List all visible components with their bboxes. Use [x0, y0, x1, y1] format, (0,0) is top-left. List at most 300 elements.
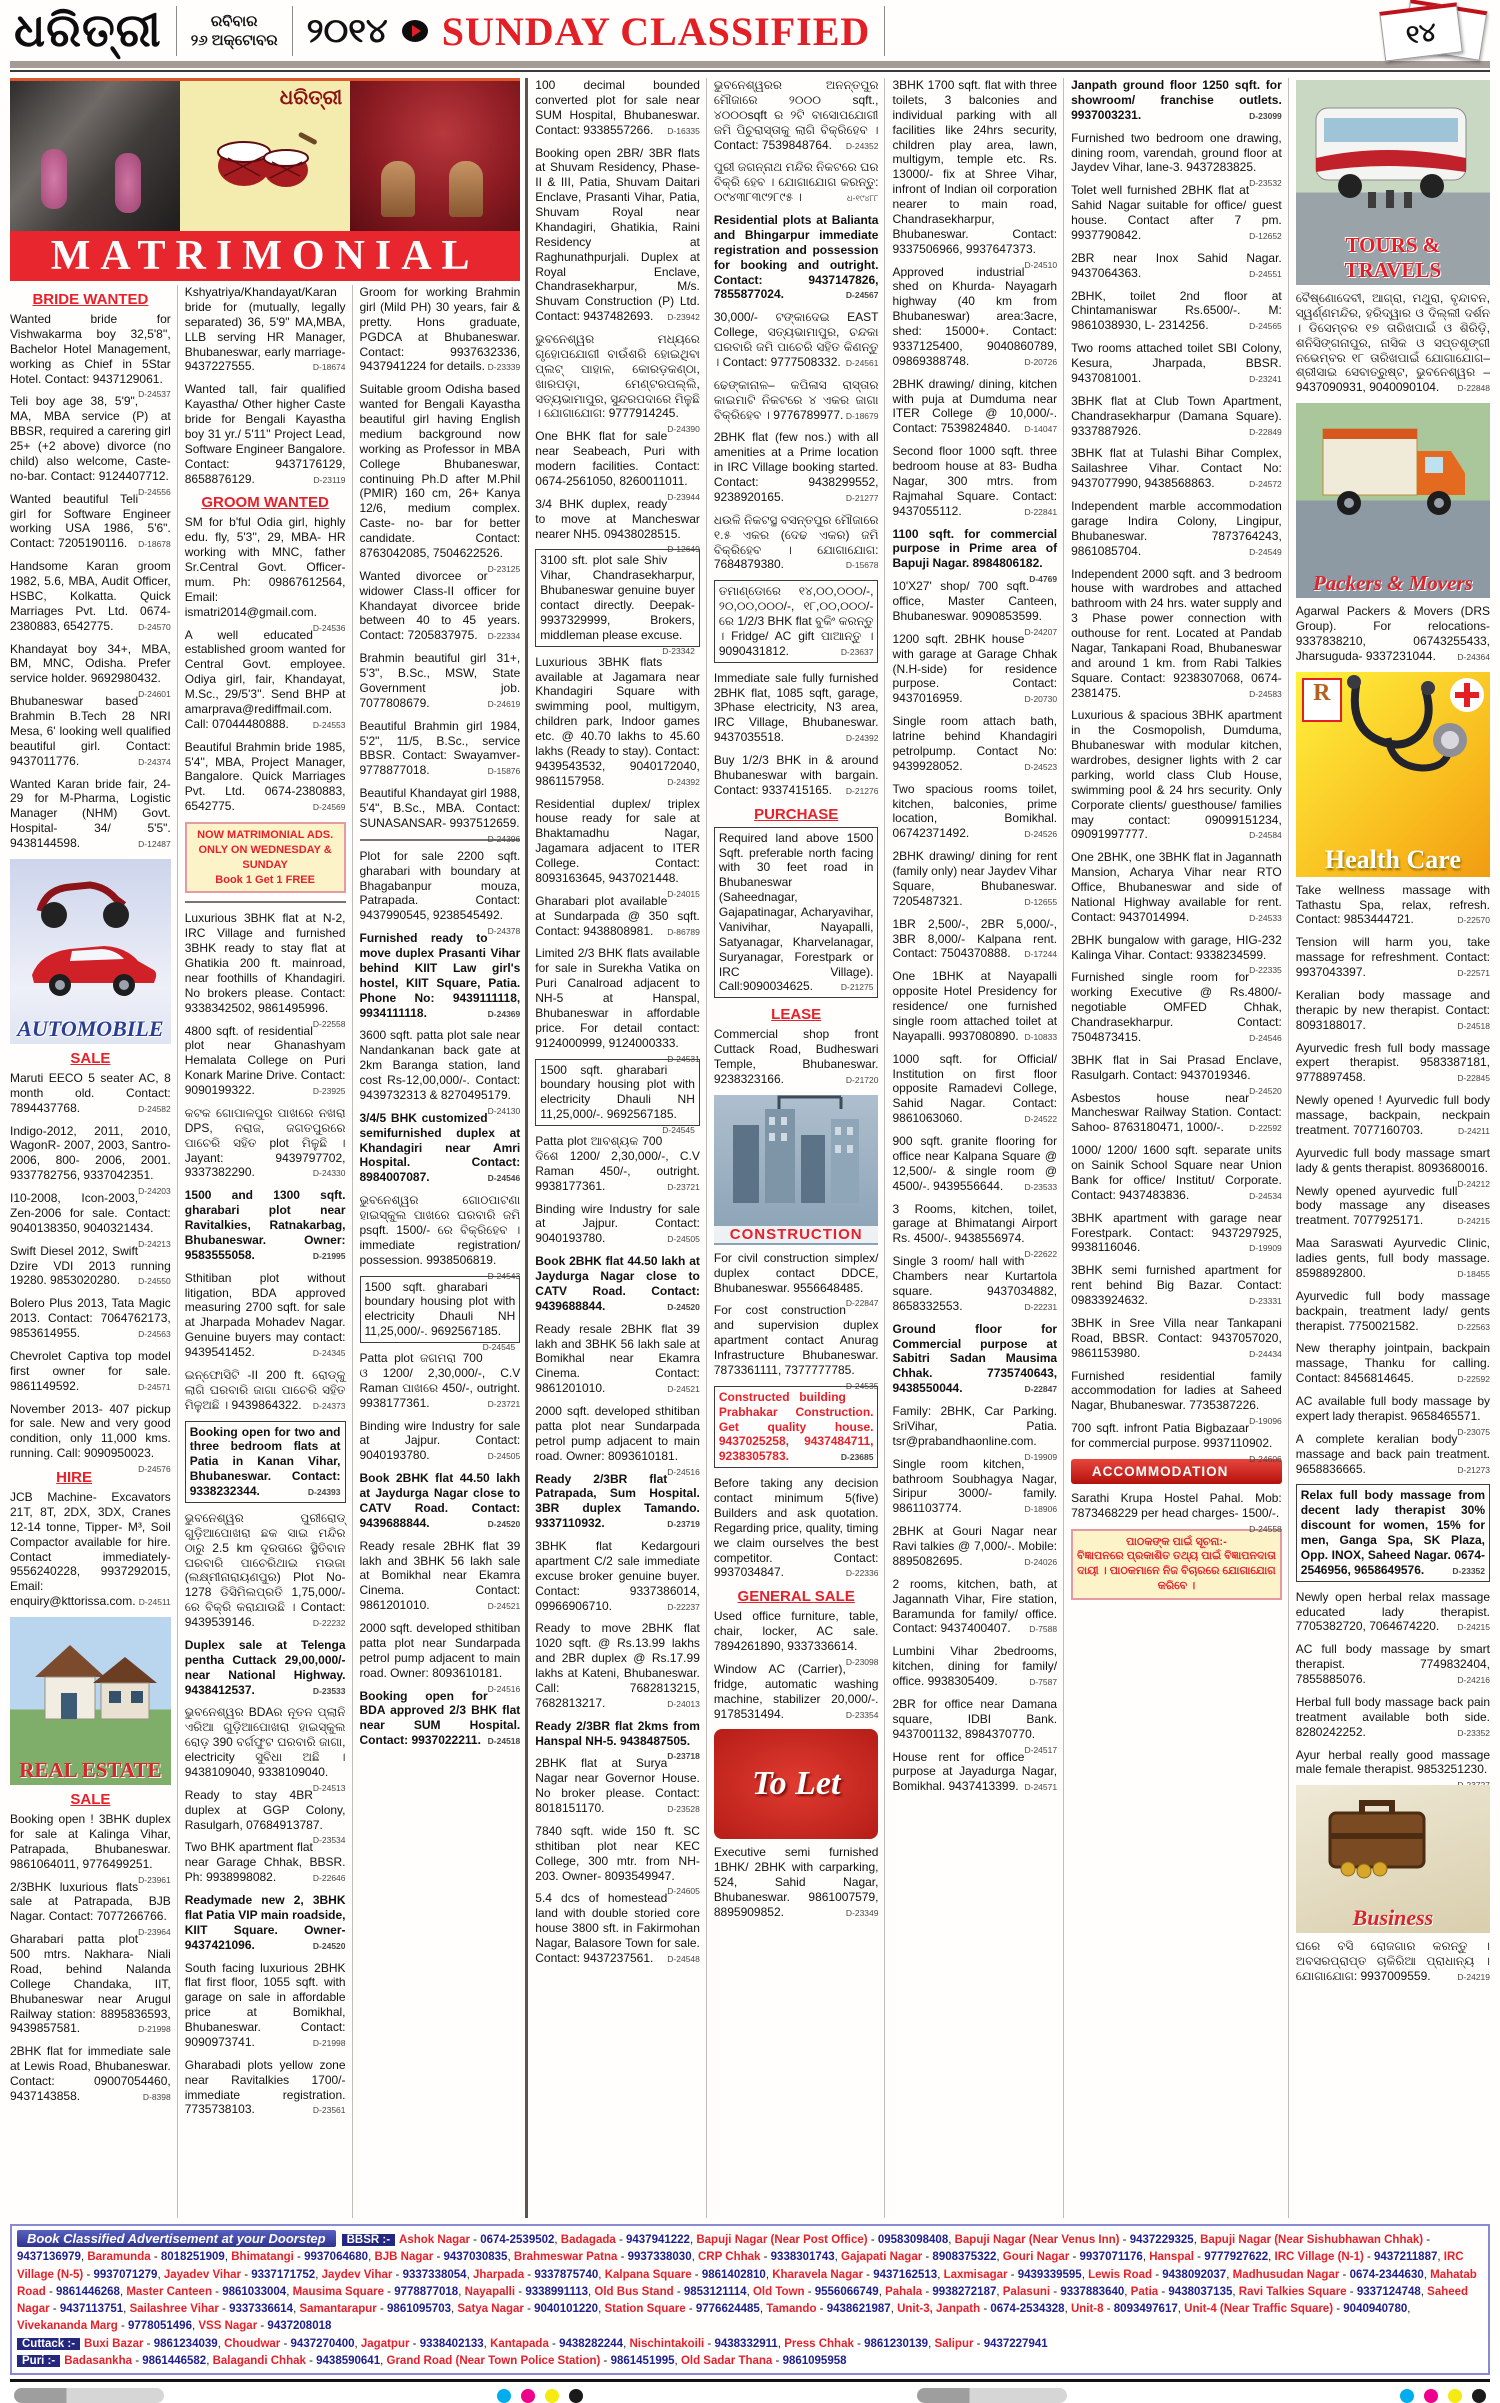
wedding-couple-photo [10, 81, 180, 231]
classified-ad [359, 848, 521, 937]
classified-ad [360, 931, 521, 1020]
ad-id: D-23075 [1457, 1426, 1491, 1437]
footer-location: Salipur [934, 2337, 974, 2350]
ad-text: 3BHK in Sree Villa near Tankapani Road, BBSR. Contact: 9437057020, 9861153980. [1071, 1315, 1282, 1360]
ad-id: D-23718 [667, 1751, 700, 1762]
footer-location: CRP Chhak [698, 2251, 761, 2264]
section-image-caption: Business [1352, 1905, 1434, 1931]
footer-phone: 9861446268 [55, 2285, 120, 2298]
ad-text: 1500 and 1300 sqft. gharabari plot near Ravitalkies, Ratnakarbag, Bhubaneswar. Owner: 9583555058. [184, 1188, 346, 1262]
classified-ad [360, 1419, 521, 1464]
ad-text: Maruti EECO 5 seater AC, 8 month old. Contact: 7894437768. [10, 1070, 171, 1115]
classified-ad [535, 1472, 700, 1532]
classified-ad [535, 796, 700, 899]
classified-ad [535, 1823, 700, 1897]
ad-text: Luxurious 3BHK flats available at Jagamara near Khandagiri Square with swimming pool, multigym, children park, Indoor games etc. @ 40.70 lakhs to 45.60 lakhs (Ready to stay). Contact: 9439543532, 9040172040, 9861157958. [535, 654, 700, 788]
ad-text: Luxurious 3BHK flat at N-2, IRC Village and furnished 3BHK ready to stay flat at Ghatikia 200 ft. mainroad, near foothills of Khandagiri. No brokers please. Contact: 9338342502, 9861495996. [184, 911, 346, 1015]
classified-ad [185, 740, 346, 814]
ad-text: 3600 sqft. patta plot sale near Nandankanan back gate at 2km Baranga station, land cost Rs-12,00,000/-. Contact: 9439732313 & 8270495179. [359, 1028, 521, 1102]
section-heading: SALE [70, 1791, 111, 1808]
ad-id: D-24330 [312, 1168, 346, 1179]
classified-ad [360, 719, 521, 779]
footer-location: Hanspal [1149, 2251, 1194, 2264]
automobile-image [10, 859, 171, 1044]
ad-id: D-24548 [667, 1953, 700, 1964]
ad-text: Janpath ground floor 1250 sqft. for showroom/ franchise outlets. 9937003231. [1071, 78, 1282, 122]
ad-id: D-14047 [1024, 424, 1058, 435]
footer-phone: 9338402133 [419, 2337, 484, 2350]
ad-text: Residential plots at Balianta and Bhingarpur immediate registration and possession for booking and outright. Contact: 9437147826, 7855877024. [713, 213, 879, 302]
ad-text: New theraphy jointpain, backpain massage, Thanku for calling. Contact: 8456814645. [1295, 1341, 1491, 1386]
ad-text: Brahmin beautiful girl 31+, 5'3", B.Sc., MSW, State Government job. 7077808679. [359, 651, 521, 710]
classified-ad [1296, 1236, 1490, 1281]
ad-text: One 1BHK at Nayapalli opposite Hotel Presidency for residence/ one furnished single room attached toilet at Nayapalli. 9937080890. [892, 969, 1058, 1043]
ad-id: D-24558 [1249, 1523, 1282, 1534]
ad-text: Ready to move 2BHK flat 1020 sqft. @ Rs.13.99 lakhs and 2BR duplex @ Rs.17.99 lakhs at Kateni, Bhubaneswar. Call: 7682813215, 7682813217. [535, 1621, 700, 1710]
ad-id: D-24619 [487, 698, 521, 709]
ad-id: D-24551 [1249, 268, 1282, 279]
ad-id: D-22622 [1024, 1249, 1058, 1260]
classified-ad [1071, 1490, 1282, 1534]
classified-ad [184, 1705, 346, 1793]
footer-location: Jagatpur [360, 2337, 410, 2350]
ad-id: D-24369 [487, 1008, 521, 1019]
ad-id: D-24565 [1249, 321, 1282, 332]
classified-ad [1071, 1091, 1282, 1136]
classified-ad [359, 786, 521, 844]
ad-text: Tension will harm you, take massage for refreshment. Contact: 9937043397. [1295, 935, 1491, 979]
classified-ad [1296, 1341, 1490, 1386]
ad-text: November 2013- 407 pickup for sale. New and very good condition, only 11,000 kms. running. Call: 9090950023. [10, 1401, 171, 1461]
ad-id: D-23721 [487, 1398, 521, 1409]
ad-text: Patta plot ଆବଶ୍ୟକ 700 ଦିଶେ 1200/ 2,30,000/-, C.V Raman 450/-, outright. 9938177361. [535, 1134, 700, 1193]
ad-id: D-23561 [312, 2105, 346, 2116]
ad-text: 2BHK, toilet 2nd floor at Chintamaniswar Rs.6500/-. M: 9861038930, L- 2314256. [1071, 288, 1282, 333]
footer-phone: 9437136979 [17, 2251, 81, 2264]
ad-text: Agarwal Packers & Movers (DRS Group). For relocations- 9337838210, 06743255433, Jharsuguda- 9337231044. [1295, 604, 1491, 663]
classified-ad [892, 1052, 1057, 1126]
ad-id: D-17244 [1024, 949, 1058, 960]
footer-phone: 9861451995 [610, 2354, 675, 2367]
ad-id: D-24130 [487, 1105, 521, 1116]
footer-location: Old Town [752, 2285, 805, 2298]
classified-ad [1071, 1368, 1282, 1427]
classified-ad [185, 1106, 346, 1180]
ad-text: Newly opened ayurvedic full body massage any diseases treatment. 7077925171. [1295, 1183, 1491, 1228]
footer-location: Ashok Nagar [399, 2234, 470, 2246]
footer-phone: 9337338054 [402, 2268, 467, 2281]
ad-id: D-12655 [1024, 896, 1058, 907]
ad-text: 2BHK drawing/ dining, kitchen with puja at Dumduma near ITER College @ 10,000/-. Contact: 7539824840. [892, 376, 1058, 436]
classified-ad [10, 492, 171, 552]
classified-ad [185, 1511, 346, 1630]
business-image [1296, 1785, 1490, 1933]
bottom-rule [10, 2379, 1490, 2382]
ad-text: Indigo-2012, 2011, 2010, WagonR- 2007, 2003, Santro- 2006, 800- 2006, 2001. 9337782756, 9337042351. [10, 1123, 171, 1183]
ad-id: D-21998 [138, 2024, 171, 2035]
ad-text: Before taking any decision contact minimum 5(five) Builders and ask quotation. Regarding price, quality, timing we claim ourselves the best competitor. Contact: 9937034847. [713, 1476, 879, 1580]
ad-text: 3/4/5 BHK customized semifurnished duplex at Khandagiri near Amri Hospital. Contact: 8984007087. [359, 1110, 521, 1185]
footer-phone: 9861402810 [701, 2268, 766, 2281]
footer-phone: 8093497617 [1113, 2303, 1178, 2315]
ad-id: D-24569 [312, 802, 346, 813]
section-image-caption: Packers & Movers [1312, 571, 1473, 596]
ad-text: 3100 sft. plot sale Shiv Vihar, Chandrasekharpur, Bhubaneswar genuine buyer contact directly. Deepak- 9937329999, Brokers, middleman please excuse. [540, 553, 695, 642]
footer-phone: 9556066749 [814, 2285, 879, 2298]
classified-ad [892, 1322, 1057, 1396]
footer-phone: 9437162513 [873, 2268, 938, 2281]
classified-ad [535, 894, 700, 939]
classified-ad [360, 1276, 521, 1352]
classified-ad [535, 946, 700, 1064]
ad-id: D-24392 [845, 733, 879, 744]
footer-phone: 9337124748 [1356, 2285, 1421, 2298]
ad-text: Independent 2000 sqft. and 3 bedroom house with wardrobes and attached bathroom with 24 hrs. water supply and 3 Phase power connection with outhouse for rent. Located at Pandab Nagar, Tankapani Road, Bhubaneswar and around 1 km. from Rabi Talkies Square. Contact: 9238307068, 0674-2381475. [1071, 566, 1282, 700]
ad-id: D-24553 [312, 719, 346, 730]
ad-id: D-24523 [1024, 761, 1058, 772]
classified-ad [185, 2058, 346, 2118]
ad-text: Furnished single room for working Executive @ Rs.4800/- negotiable OMFED Chhak, Chandrasekharpur. Contact: 7504873415. [1071, 970, 1282, 1044]
ad-text: Binding wire Industry for sale at Jajpur. Contact: 9040193780. [359, 1418, 521, 1463]
classified-ad [892, 1254, 1057, 1314]
ad-text: Second floor 1000 sqft. three bedroom house at 83- Budha Nagar, 300 mtrs. from Rajmahal Square. Contact: 9437055112. [892, 444, 1058, 518]
ad-id: D-7588 [1029, 1624, 1058, 1635]
ad-id: D-22646 [312, 1873, 346, 1884]
ad-text: Handsome Karan groom 1982, 5.6, MBA, Audit Officer, HSBC, Kolkatta. Quick Marriages Pvt. Ltd. 0674-2380883, 6542775. [10, 559, 171, 633]
footer-location: Bhimatangi [231, 2251, 294, 2264]
ad-id: D-23349 [845, 1907, 879, 1918]
classified-ad [1071, 1263, 1282, 1308]
footer-location: Bapuji Nagar (Near Sishubhawan Chhak) [1200, 2234, 1424, 2246]
classified-ad [360, 1539, 521, 1613]
ad-id: D-24510 [1024, 259, 1058, 270]
ad-text: Ayurvedic fresh full body massage expert therapist. 9583387181, 9778897458. [1295, 1040, 1491, 1085]
notice-box [1071, 1529, 1282, 1600]
ad-text: Khandayat boy 34+, MBA, BM, MNC, Odisha. Prefer service holder. 9692980432. [10, 641, 171, 686]
ad-id: D-21998 [312, 2037, 346, 2048]
ad-id: D-24219 [1457, 1972, 1491, 1982]
footer-phone: 9438590641 [316, 2354, 381, 2367]
realestate-image [10, 1617, 171, 1785]
ad-text: 1000 sqft. for Official/ Institution on first floor opposite Ramadevi College, Sahid Nagar. Contact: 9861063060. [892, 1051, 1058, 1126]
ad-text: Limited 2/3 BHK flats available for sale in Surekha Vatika on Puri Canalroad adjacent to NH-5 at Hanspal, Bhubaneswar in affordable price. For detail contact: 9124000999, 9124000333. [535, 946, 700, 1050]
footer-phone: 0674-2539502 [480, 2234, 555, 2246]
ad-id: D-24378 [487, 926, 521, 937]
footer-phone: 9937338030 [627, 2251, 692, 2264]
ad-id: D-23925 [312, 1086, 346, 1096]
ad-id: D-22848 [1457, 383, 1491, 394]
footer-location: Madhusudan Nagar [1232, 2268, 1340, 2281]
classified-ad [535, 1621, 700, 1710]
ad-id: D-24550 [138, 1276, 171, 1287]
footer-location: Samantarapur [299, 2303, 377, 2315]
ad-text: 2BHK flat (few nos.) with all amenities at a Prime location in IRC Village booking started. Contact: 9438299552, 9238920165. [713, 430, 879, 504]
page-number-graphic [1366, 3, 1486, 59]
ad-id: D-24546 [1249, 1032, 1282, 1043]
classified-ad [1295, 1145, 1491, 1189]
footer-region-label: Cuttack :- [17, 2338, 80, 2350]
footer-intro: Book Classified Advertisement at your Doorstep [17, 2230, 336, 2247]
footer-location: Gouri Nagar [1002, 2251, 1070, 2264]
classified-ad [1071, 567, 1282, 701]
classified-ad [10, 1296, 171, 1341]
ad-text: Bhubaneswar based Brahmin B.Tech 28 NRI Mesa, 6' looking well qualified beautiful girl. Contact: 9437011776. [10, 694, 171, 768]
footer-location: Choudwar [224, 2337, 281, 2350]
classified-ad [1071, 499, 1282, 559]
classified-ad [1296, 1748, 1490, 1778]
classified-ad [892, 632, 1057, 706]
cmyk-dots-icon [1400, 2389, 1486, 2403]
classified-ad [714, 1662, 879, 1722]
ad-text: Ground floor for Commercial purpose at Sabitri Sadan Mausima Chhak. 7735740643, 9438550044. [892, 1321, 1058, 1396]
ad-text: Commercial shop front Cuttack Road, Budheswari Temple, Bhubaneswar. 9238323166. [713, 1027, 879, 1086]
ad-id: D-24531 [667, 1053, 700, 1064]
ad-text: Take wellness massage with Tathastu Spa, relax, refresh. Contact: 9853444721. [1295, 882, 1491, 927]
footer-phone: 9938272187 [932, 2285, 997, 2298]
page-number: ୧୪ [1379, 2, 1463, 61]
gray-registration-pill [14, 2388, 164, 2403]
ad-id: D-12652 [1249, 230, 1282, 241]
ad-id: D-24518 [1457, 1020, 1491, 1031]
classified-ad [10, 1071, 171, 1116]
footer-phone: 0674-2344630 [1349, 2268, 1424, 2281]
classified-ad [184, 911, 346, 1029]
ad-id: D-24520 [487, 1518, 521, 1529]
ad-text: Constructed building Prabhakar Construction. Get quality house. 9437025258, 9437484711, 9238305783. [718, 1389, 874, 1464]
footer-location: Grand Road (Near Town Police Station) [386, 2354, 601, 2367]
ad-id: D-24516 [487, 1683, 521, 1694]
tolet-image [714, 1729, 879, 1839]
ad-id: D-18455 [1457, 1268, 1491, 1279]
ad-id: D-24537 [138, 389, 171, 400]
footer-location: Jayadev Vihar [163, 2268, 241, 2281]
footer-phone: 9337336614 [229, 2303, 294, 2315]
ad-text: Chevrolet Captiva top model first owner for sale. 9861149592. [10, 1348, 171, 1393]
footer-phone: 9776624485 [695, 2303, 760, 2315]
ad-id: D-24013 [667, 1698, 700, 1709]
ad-id: D-24576 [138, 1464, 171, 1474]
ad-text: Residential duplex/ triplex house ready for sale at Bhaktamadhu Nagar, Jagamara adjacent to ITER College. Contact: 8093163645, 9437021448. [535, 796, 700, 885]
classified-ad [1071, 1211, 1282, 1256]
ad-id: D-22334 [487, 631, 521, 642]
masthead-day: ରବିବାର [210, 12, 258, 30]
footer-phone: 9937071279 [93, 2268, 158, 2281]
ad-text: Required land above 1500 Sqft. preferable north facing with 30 feet road in Bhubaneswar (Saheednagar, Gajapatinagar, Acharyavihar, Vanivihar, Nayapalli, Satyanagar, Kharvelanagar, Suryanagar, Forestpark or IRC Village). Call:9090034625. [718, 830, 874, 994]
ad-text: ଭୁବନେଶ୍ୱର ଗୋଠପାଟଣା ହାଇସ୍କୁଲ ପାଖରେ ଘରବାରି ଜମି psqft. 1500/- ରେ ବିକ୍ରିହେବ । immediate registration/ possession. 9938506819. [359, 1193, 521, 1267]
footer-phone: 9437211887 [1374, 2251, 1438, 2264]
footer-phone: 9437227941 [983, 2337, 1048, 2350]
masthead-rule-line [10, 70, 1490, 72]
classified-ad [714, 1845, 879, 1919]
classified-ad [892, 526, 1058, 585]
ad-text: Tolet well furnished 2BHK flat at Sahid Nagar suitable for office/ guest house. Contact after 7 pm. 9937790842. [1071, 183, 1282, 242]
footer-phone: 9861095703 [387, 2303, 451, 2315]
classified-ad [892, 1201, 1058, 1260]
classified-ad [1071, 446, 1282, 491]
classified-ad [10, 777, 171, 851]
ad-text: ବୈଷ୍ଣୋଦେବୀ, ଆଗ୍ରା, ମଥୁରା, ବୃନ୍ଦାବନ, ସ୍ୱର୍ଣ୍ଣମନ୍ଦିର, ହରିଦ୍ୱାର ଓ ଦିଲ୍ଲୀ ଦର୍ଶନ । ଡିସେମ୍ବର ୧୭ ତାରିଖପାଇଁ ଓ ଶିରିଡ଼ି, ଶନିସିଙ୍ଗନାପୁର, ନାସିକ ଓ ସପ୍ତଶୃଙ୍ଗୀ ନଭେମ୍ବର ୧୮ ତାରିଖପାଇଁ ଯୋଗାଯୋଗ– ଶ୍ରୀସାଇ ସେବାତ୍ରୁଷ୍ଟ, ଭୁବନେଶ୍ୱର –9437090931, 9040090104. [1295, 291, 1491, 395]
classified-ad [185, 1024, 346, 1098]
ad-text: କଟକ ଗୋପାଳପୁର ପାଖରେ ନଖରା DPS, ନରାଜ, ଜଗତପୁରରେ ପାଚେରି ସହିତ plot ମିଳୁଛି । Jayant: 9439797702, 9337382290. [184, 1105, 346, 1180]
classified-ad [535, 1059, 700, 1135]
ad-id: D-24505 [667, 1234, 700, 1245]
ad-id: D-24520 [667, 1301, 700, 1312]
footer-location: Tamando [766, 2303, 817, 2315]
classified-ad [892, 1134, 1057, 1194]
ad-id: D-24517 [1024, 1744, 1058, 1755]
classified-ad [535, 1718, 700, 1762]
classified-columns [0, 76, 1500, 2218]
ad-id: D-22335 [1249, 965, 1282, 976]
ad-text: 10'X27' shop/ 700 sqft. office, Master Canteen, Bhubaneswar. 9090853599. [892, 579, 1058, 623]
ad-text: 3/4 BHK duplex, ready to move at Mancheswar nearer NH5. 09438028515. [535, 496, 700, 541]
classified-ad [185, 1840, 346, 1885]
classified-ad [360, 651, 521, 711]
ad-id: D-23944 [667, 491, 700, 502]
classified-ad [535, 1891, 700, 1965]
section-heading: PURCHASE [754, 805, 839, 823]
ad-text: ଭୁବନେଶ୍ୱର ମଧ୍ୟରେ ଗୃହୋପଯୋଗୀ ବାଉଁଶରି ହୋଇଥିବା ପ୍ଲଟ୍ ପାହାଳ, କୋରଡ଼କଣ୍ଠା, ଖାରପଡ଼ା, ମେଣ୍ଟରପଲ୍ଲି, ସତ୍ୟଭାମାପୁର, ସୁନ୍ଦରପଦାରେ ମିଳୁଛି । ଯୋଗାଯୋଗ: 9777914245. [535, 332, 700, 421]
footer-phone: 9438282244 [559, 2337, 624, 2350]
ad-id: D-22563 [1457, 1321, 1491, 1332]
dharitri-drums-graphic [180, 81, 350, 231]
ad-text: Teli boy age 38, 5'9", MA, MBA service (P) at BBSR, required a carering girl 25+ (+2 above) divorce (no child) also welcome, Caste-no-bar. Contact: 9124407712. [10, 394, 171, 483]
ad-id: D-24572 [1249, 479, 1282, 490]
masthead-year: ୨୦୧୪ [306, 11, 388, 50]
ad-text: Ready 2/3BR flat Patrapada, Sum Hospital. 3BR duplex Tamando. 9337110932. [535, 1471, 700, 1531]
ad-id: D-18674 [312, 362, 346, 373]
footer-location: Pahala [885, 2285, 923, 2298]
ad-text: Patta plot ଜଗମରା 700 ଓ 1200/ 2,30,000/-, C.V Raman ପାଖରେ 450/-, outright. 9938177361. [359, 1351, 521, 1410]
ad-id: D-7587 [1029, 1677, 1058, 1687]
construction-image [714, 1095, 879, 1245]
footer-location: Jharpada [472, 2268, 525, 2281]
footer-phone: 9437229325 [1129, 2234, 1194, 2246]
ad-text: Newly opened ! Ayurvedic full body massage, backpain, neckpain treatment. 7077160703. [1295, 1093, 1491, 1137]
ad-text: Sarathi Krupa Hostel Pahal. Mob: 7873468229 per head charges- 1500/-. [1071, 1490, 1282, 1520]
classified-ad [360, 1689, 521, 1749]
ad-text: ଭୁବନେଶ୍ୱର ପୁରୀରୋଡ୍ ଗୁଡ଼ିଆପୋଖରା ଛକ ସାଇ ମନ୍ଦିର ଠାରୁ 2.5 km ଦୂରତାରେ ସ୍ଥିତିବାନ ଘରବାରି ପାଚେରିଥାଇ ମଉଜା (ଲକ୍ଷ୍ମୀନାରାୟଣପୁର) Plot No- 1278 ଡିସିମିଲପ୍ରତି 1,75,000/- ରେ ବିକ୍ରି କରାଯାଉଛି । Contact: 9439539146. [184, 1510, 346, 1629]
classified-ad [10, 312, 171, 400]
ad-text: Plot for sale 2200 sqft. gharabari with boundary at Bhagabanpur mouza, Patrapada. Contact: 9437990545, 9238545492. [359, 848, 521, 923]
classified-ad [892, 1457, 1057, 1517]
classified-ad [892, 1577, 1057, 1637]
footer-phone: 9438621987 [826, 2303, 891, 2315]
ad-id: D-23721 [667, 1181, 700, 1192]
ad-id: D-21277 [845, 492, 879, 503]
health-image [1296, 672, 1490, 877]
ad-id: D-22845 [1457, 1073, 1491, 1084]
classified-ad [10, 641, 171, 700]
ad-text: Book 2BHK flat 44.50 lakh at Jaydurga Nagar close to CATV Road. Contact: 9439688844. [535, 1254, 700, 1313]
ad-id: D-24520 [312, 1940, 346, 1951]
classified-ad [10, 1349, 171, 1394]
ad-text: 1BR 2,500/-, 2BR 5,000/-, 3BR 8,000/- Kalpana rent. Contact: 7504370888. [892, 916, 1058, 961]
ad-text: Groom for working Brahmin girl (Mild PH) 30 years, fair & pretty. Hons graduate, PGDCA at Bhubaneswar. Contact: 9937632336, 9437941224 for details. [359, 285, 521, 374]
ad-text: Buy 1/2/3 BHK in & around Bhubaneswar with bargain. Contact: 9337415165. [713, 753, 879, 797]
notice-title: NOW MATRIMONIAL ADS. ONLY ON WEDNESDAY & SUNDAY [197, 829, 334, 871]
classified-ad [535, 429, 700, 502]
tours-image [1296, 80, 1490, 285]
footer-phone: 9338991113 [525, 2285, 589, 2298]
footer-phone: 8908375322 [932, 2251, 997, 2264]
classified-ad [535, 1202, 700, 1247]
ad-text: South facing luxurious 2BHK flat first floor, 1055 sqft. with garage on sale in affordable price at Bomikhal, Bhubaneswar. Contact: 9090973741. [184, 1960, 346, 2049]
ad-id: D-24583 [1249, 688, 1282, 699]
footer-phone: 9777927622 [1204, 2251, 1269, 2264]
footer-phone: 9937064680 [304, 2251, 369, 2264]
ad-text: Wanted beautiful Teli girl for Software Engineer working USA 1986, 5'6". Contact: 7205190116. [10, 491, 171, 551]
ad-id: D-8398 [142, 2091, 171, 2102]
section-image-caption: REAL ESTATE [19, 1758, 162, 1782]
ad-id: D-24556 [138, 486, 171, 497]
ad-text: Suitable groom Odisha based wanted for Bengali Kayastha beautiful girl having English medium background now working as Professor in MBA College Bhubaneswar, continuing Ph.D after M.Phil (PMIR) 160 cm, 26+ Kanya 12/6, medium complex. Caste- no- bar for better candidate. Contact: 8763042085, 7504622526. [359, 382, 521, 560]
ad-id: D-18678 [138, 539, 171, 550]
classified-ad [10, 1244, 171, 1289]
ad-id: D-24373 [312, 1400, 346, 1411]
ad-text: 1500 sqft. gharabari boundary housing plot with electricity Dhauli NH 11,25,000/-. 9692567185. [364, 1279, 516, 1339]
ad-id: D-19909 [1024, 1451, 1058, 1462]
footer-phone: 9437941222 [626, 2234, 690, 2246]
ad-id: D-23533 [1024, 1181, 1058, 1192]
column-5 [714, 78, 886, 2218]
classified-ad [1296, 1484, 1490, 1581]
ad-id: D-22571 [1457, 968, 1491, 978]
ad-text: Asbestos house near Mancheswar Railway Station. Contact: Sahoo- 8763180471, 1000/-. [1071, 1090, 1282, 1135]
ad-id: D-22231 [1024, 1301, 1058, 1312]
ad-id: D-23331 [1249, 1296, 1282, 1306]
classified-ad [892, 78, 1058, 270]
page-title: SUNDAY CLASSIFIED [441, 8, 871, 54]
section-image-caption: TOURS & TRAVELS [1344, 233, 1442, 282]
ad-id: D-21995 [312, 1250, 346, 1261]
ad-id: D-24505 [487, 1451, 521, 1462]
ad-text: 3BHK flat Kedargouri apartment C/2 sale immediate excuse broker genuine buyer. Contact: 9337386014, 09966906710. [535, 1539, 700, 1613]
footer-phone: 9040101220 [534, 2303, 599, 2315]
ad-id: D-23528 [667, 1804, 700, 1814]
ad-id: D-20730 [1024, 694, 1058, 705]
classified-ad [1296, 1184, 1490, 1229]
classified-ad [892, 1404, 1058, 1462]
classified-ad [10, 1191, 171, 1249]
ad-id: D-24561 [845, 357, 879, 368]
ad-id: D-24567 [845, 290, 879, 301]
ad-text: Kshyatriya/Khandayat/Karan bride for (mutually, legally separated) 36, 5'9" MA,MBA, LLB serving HR Manager, Bhubaneswar, early marriage- 9437227555. [184, 285, 346, 374]
footer-phone: 9437030835 [443, 2251, 508, 2264]
classified-ad [185, 1638, 346, 1698]
masthead-day-month: ୨୬ ଅକ୍ଟୋବର [190, 32, 278, 49]
matrimonial-banner [10, 78, 520, 281]
ad-text: 2BHK bungalow with garage, HIG-232 Kalinga Vihar. Contact: 9338234599. [1071, 932, 1282, 962]
footer-phone: 9438037135 [1168, 2285, 1233, 2298]
booking-footer: Book Classified Advertisement at your Doorstep BBSR :- Ashok Nagar - 0674-2539502, Badagada - 9437941222, Bapuji Nagar (Near Post Office) - 09583098408, Bapuji Nagar (Near Venus Inn) - 9437229325, Bapuji Nagar (Near Sishubhawan Chhak) - 9437136979, Baramunda - 8018251909, Bhimatangi - 9937064680, BJB Nagar - 9437030835, Brahmeswar Patna - 9937338030, CRP Chhak - 9338301743, Gajapati Nagar - 8908375322, Gouri Nagar - 9937071176, Hanspal - 9777927622, IRC Village (N-1) - 9437211887, IRC Village (N-5) - 9937071279, Jayadev Vihar - 9337171752, Jaydev Vihar - 9337338054, Jharpada - 9337875740, Kalpana Square - 9861402810, Kharavela Nagar - 9437162513, Laxmisagar - 9439339595, Lewis Road - 9438092037, Madhusudan Nagar - 0674-2344630, Mahatab Road - 9861446268, Master Canteen - 9861033004, Mausima Square - 9778877018, Nayapalli - 9338991113, Old Bus Stand - 9853121114, Old Town - 9556066749, Pahala - 9938272187, Palasuni - 9337883640, Patia - 9438037135, Ravi Talkies Square - 9337124748, Saheed Nagar - 9437113751, Sailashree Vihar - 9337336614, Samantarapur - 9861095703, Satya Nagar - 9040101220, Station Square - 9776624485, Tamando - 9438621987, Unit-3, Janpath - 0674-2534328, Unit-8 - 8093497617, Unit-4 (Near Traffic Square) - 9040940780, Vivekananda Marg - 9778051496, VSS Nagar - 9437208018 Cuttack :- Buxi Bazar - 9861234039, Choudwar - 9437270400, Jagatpur - 9338402133, Kantapada - 9438282244, Nischintakoili - 9438332911, Press Chhak - 9861230139, Salipur - 9437227941 Puri :- Badasankha - 9861446582, Balagandi Chhak - 9438590641, Grand Road (Near Town Police Station) - 9861451995, Old Sadar Thana - 9861095958 [10, 2224, 1490, 2375]
ad-id: D-16335 [667, 125, 700, 136]
ad-id: D-23099 [1249, 110, 1282, 121]
ad-text: Relax full body massage from decent lady therapist 30% discount for women, 15% for men, Ganga Spa, SK Plaza, Opp. INOX, Saheed Nagar. 0674-2546956, 9658649576. [1300, 1488, 1486, 1577]
ad-text: Immediate sale fully furnished 2BHK flat, 1085 sqft, garage, 3Phase electricity, N3 area, IRC Village, Bhubaneswar. 9437035518. [713, 670, 879, 745]
footer-phone: 9040940780 [1343, 2303, 1408, 2315]
section-heading: LEASE [771, 1006, 822, 1024]
ad-id: ଧ-୧୯୪୮୮ [846, 193, 879, 204]
footer-location: Palasuni [1002, 2285, 1051, 2298]
ad-text: 1100 sqft. for commercial purpose in Prime area of Bapuji Nagar. 8984806182. [892, 526, 1058, 571]
ad-id: D-24211 [1458, 1125, 1491, 1136]
classified-ad [713, 1250, 879, 1309]
classified-ad [185, 1188, 346, 1262]
ad-id: D-23342 [662, 645, 695, 656]
ad-text: ଭୁବନେଶ୍ୱରର ଅନନ୍ତପୁର ମୌଜାରେ ୨୦୦୦ sqft., ୪୦୦୦sqft ର ୨ଟି ବାସୋପଯୋଗୀ ଜମି ପିଚୁରାସ୍ତାକୁ ଲାଗି ବିକ୍ରିହେବ । Contact: 7539848764. [713, 78, 879, 152]
ad-id: D-22592 [1249, 1123, 1282, 1134]
